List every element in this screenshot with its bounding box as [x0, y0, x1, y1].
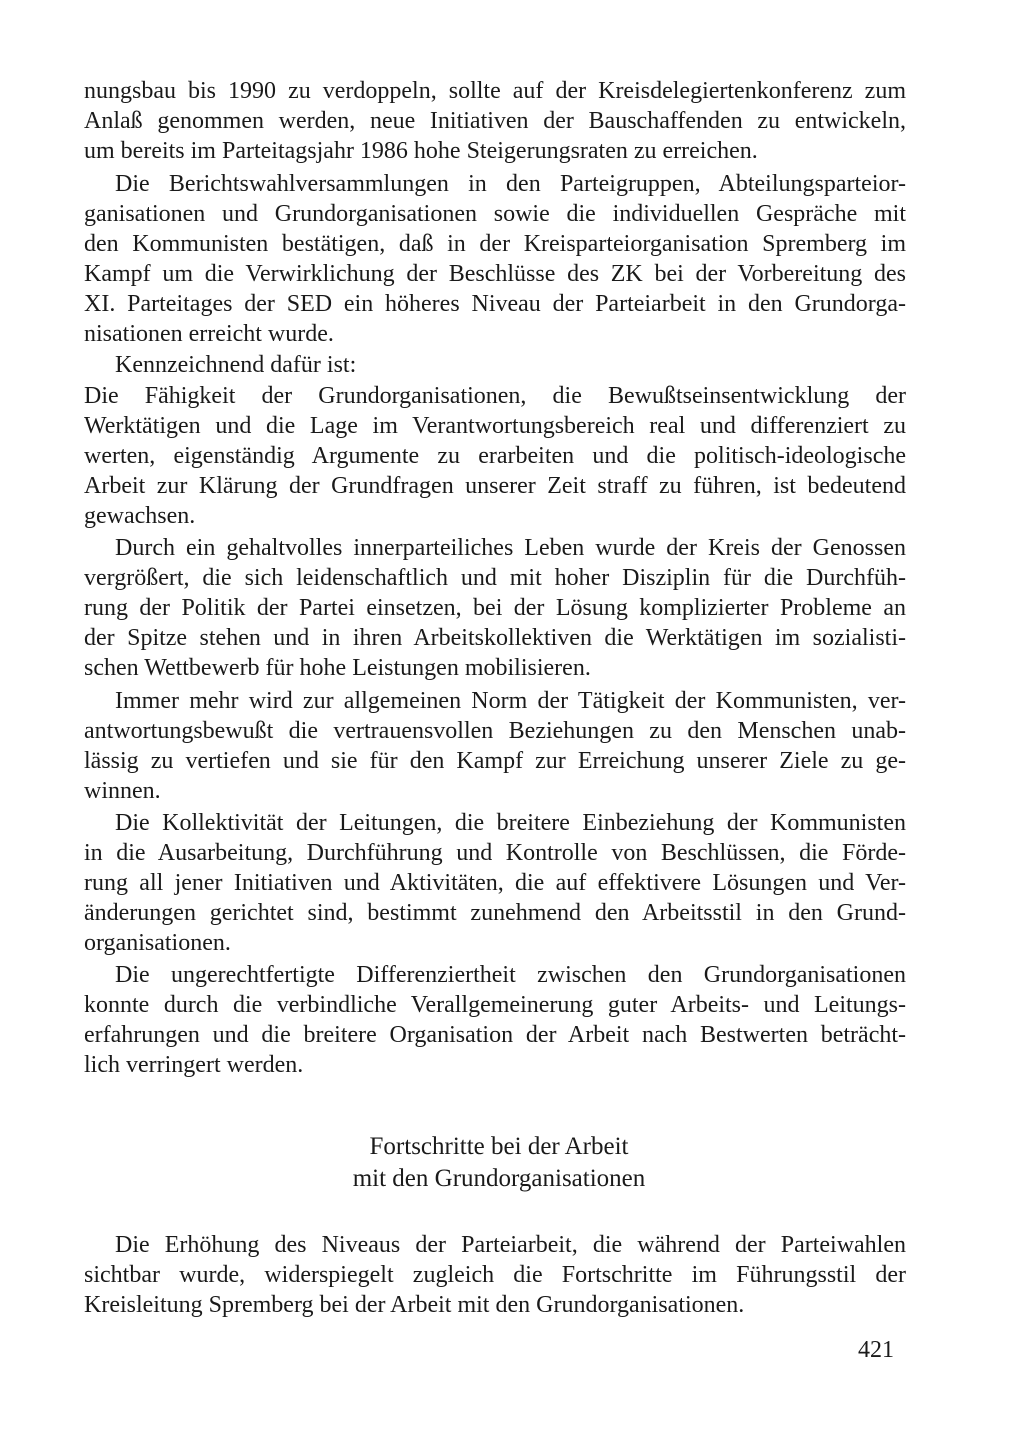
body-line: nisationen erreicht wurde.	[84, 321, 334, 347]
body-line: organisationen.	[84, 930, 231, 956]
body-line: Werktätigen und die Lage im Verantwortungsbereich real und differenziert zu	[84, 413, 906, 439]
body-line: Immer mehr wird zur allgemeinen Norm der Tätigkeit der Kommunisten, ver-	[115, 688, 906, 714]
body-line: Arbeit zur Klärung der Grundfragen unserer Zeit straff zu führen, ist bedeutend	[84, 473, 906, 499]
body-line: nungsbau bis 1990 zu verdoppeln, sollte auf der Kreisdelegiertenkonferenz zum	[84, 78, 906, 104]
body-line: Kreisleitung Spremberg bei der Arbeit mit den Grundorganisationen.	[84, 1292, 745, 1318]
body-line: XI. Parteitages der SED ein höheres Niveau der Parteiarbeit in den Grundorga-	[84, 291, 906, 317]
body-line: lässig zu vertiefen und sie für den Kampf zur Erreichung unserer Ziele zu ge-	[84, 748, 906, 774]
body-line: Kampf um die Verwirklichung der Beschlüsse des ZK bei der Vorbereitung des	[84, 261, 906, 287]
body-line: ganisationen und Grundorganisationen sowie die individuellen Gespräche mit	[84, 201, 906, 227]
body-line: werten, eigenständig Argumente zu erarbeiten und die politisch-ideologische	[84, 443, 906, 469]
body-line: Die Erhöhung des Niveaus der Parteiarbeit, die während der Parteiwahlen	[115, 1232, 906, 1258]
body-line: um bereits im Parteitagsjahr 1986 hohe Steigerungsraten zu erreichen.	[84, 138, 758, 164]
body-line: in die Ausarbeitung, Durchführung und Kontrolle von Beschlüssen, die Förde-	[84, 840, 906, 866]
body-line: sichtbar wurde, widerspiegelt zugleich die Fortschritte im Führungsstil der	[84, 1262, 906, 1288]
body-line: der Spitze stehen und in ihren Arbeitskollektiven die Werktätigen im sozialisti-	[84, 625, 906, 651]
body-line: den Kommunisten bestätigen, daß in der Kreisparteiorganisation Spremberg im	[84, 231, 906, 257]
body-line: antwortungsbewußt die vertrauensvollen Beziehungen zu den Menschen unab-	[84, 718, 906, 744]
body-line: Die Kollektivität der Leitungen, die breitere Einbeziehung der Kommunisten	[115, 810, 906, 836]
body-line: vergrößert, die sich leidenschaftlich und mit hoher Disziplin für die Durchfüh-	[84, 565, 906, 591]
body-line: Die Berichtswahlversammlungen in den Parteigruppen, Abteilungsparteior-	[115, 171, 906, 197]
body-line: winnen.	[84, 778, 161, 804]
body-line: erfahrungen und die breitere Organisation der Arbeit nach Bestwerten beträcht-	[84, 1022, 906, 1048]
body-line: änderungen gerichtet sind, bestimmt zunehmend den Arbeitsstil in den Grund-	[84, 900, 906, 926]
body-line: rung all jener Initiativen und Aktivitäten, die auf effektivere Lösungen und Ver-	[84, 870, 906, 896]
body-line: Durch ein gehaltvolles innerparteiliches Leben wurde der Kreis der Genossen	[115, 535, 906, 561]
body-line: Die Fähigkeit der Grundorganisationen, die Bewußtseinsentwicklung der	[84, 383, 906, 409]
body-line: Die ungerechtfertigte Differenziertheit zwischen den Grundorganisationen	[115, 962, 906, 988]
body-line: konnte durch die verbindliche Verallgemeinerung guter Arbeits- und Leitungs-	[84, 992, 906, 1018]
body-line: schen Wettbewerb für hohe Leistungen mobilisieren.	[84, 655, 591, 681]
section-heading-line-1: Fortschritte bei der Arbeit	[369, 1133, 629, 1160]
body-line: lich verringert werden.	[84, 1052, 304, 1078]
section-heading-line-2: mit den Grundorganisationen	[352, 1165, 646, 1192]
body-line: Kennzeichnend dafür ist:	[115, 352, 357, 378]
body-line: Anlaß genommen werden, neue Initiativen der Bauschaffenden zu entwickeln,	[84, 108, 906, 134]
body-line: gewachsen.	[84, 503, 196, 529]
body-line: rung der Politik der Partei einsetzen, bei der Lösung komplizierter Probleme an	[84, 595, 906, 621]
page-number: 421	[858, 1337, 894, 1363]
